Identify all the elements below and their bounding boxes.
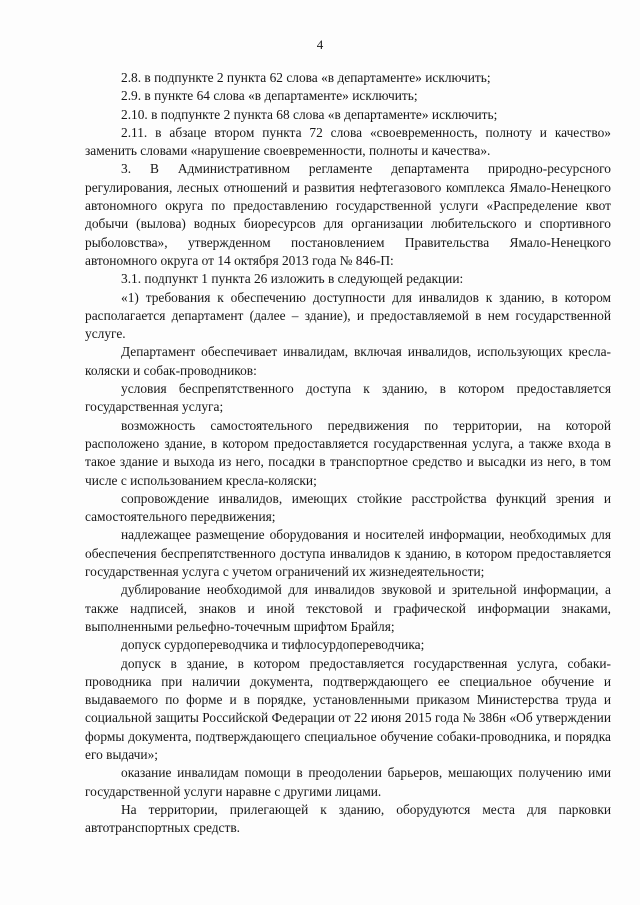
- paragraph-access-conditions: условия беспрепятственного доступа к зданию, в котором предоставляется государственная услуга;: [85, 381, 611, 415]
- paragraph-2-8: 2.8. в подпункте 2 пункта 62 слова «в департаменте» исключить;: [121, 70, 491, 85]
- paragraph-2-9: 2.9. в пункте 64 слова «в департаменте» исключить;: [121, 88, 418, 104]
- paragraph-2-10: 2.10. в подпункте 2 пункта 68 слова «в департаменте» исключить;: [121, 106, 498, 122]
- paragraph-equipment: надлежащее размещение оборудования и носителей информации, необходимых для обеспечения беспрепятственного доступа инвалидов к зданию, в котором предоставляется государственная услуга с учетом ограничений их жизнедеятельности;: [85, 527, 611, 580]
- paragraph-parking: На территории, прилегающей к зданию, оборудуются места для парковки автотранспортных средств.: [85, 801, 611, 836]
- paragraph-3-1: 3.1. подпункт 1 пункта 26 изложить в следующей редакции:: [121, 271, 464, 287]
- paragraph-duplication: дублирование необходимой для инвалидов звуковой и зрительной информации, а также надписей, знаков и иной текстовой и графической информации знаками, выполненными рельефно-точечным шрифтом Брайля;: [85, 582, 611, 634]
- paragraph-movement: возможность самостоятельного передвижения по территории, на которой расположено здание, в котором предоставляется государственная услуга, а также входа в такое здание и выхода из него, посадки в транспортное средство и высадки из него, в том числе с использованием кресла-коляски;: [85, 417, 611, 488]
- paragraph-escort: сопровождение инвалидов, имеющих стойкие расстройства функций зрения и самостоятельного передвижения;: [85, 490, 611, 525]
- paragraph-assistance: оказание инвалидам помощи в преодолении барьеров, мешающих получению ими государственной услуги наравне с другими лицами.: [85, 765, 611, 799]
- paragraph-requirements: «1) требования к обеспечению доступности для инвалидов к зданию, в котором располагается департамент (далее – здание), и предоставляемой в нем государственной услуге.: [85, 289, 611, 342]
- document-body: [85, 69, 611, 837]
- page-number: 4: [316, 37, 324, 52]
- paragraph-interpreter: допуск сурдопереводчика и тифлосурдопереводчика;: [121, 637, 425, 653]
- paragraph-department-provides: Департамент обеспечивает инвалидам, включая инвалидов, использующих кресла-коляски и собак-проводников:: [85, 344, 611, 378]
- paragraph-2-11: 2.11. в абзаце втором пункта 72 слова «своевременность, полноту и качество» заменить словами «нарушение своевременности, полноты и качества».: [85, 124, 611, 159]
- paragraph-3: 3. В Административном регламенте департамента природно-ресурсного регулирования, лесных отношений и развития нефтегазового комплекса Ямало-Ненецкого автономного округа по предоставлению государственной услуги «Распределение квот добычи (вылова) водных биоресурсов для организации любительского и спортивного рыболовства», утвержденном постановлением Правительства Ямало-Ненецкого автономного округа от 14 октября 2013 года № 846-П:: [85, 161, 611, 268]
- paragraph-guide-dog: допуск в здание, в котором предоставляется государственная услуга, собаки-проводника при наличии документа, подтверждающего ее специальное обучение и выдаваемого по форме и в порядке, установленными приказом Министерства труда и социальной защиты Российской Федерации от 22 июня 2015 года № 386н «Об утверждении формы документа, подтверждающего специальное обучение собаки-проводника, и порядка его выдачи»;: [85, 655, 611, 762]
